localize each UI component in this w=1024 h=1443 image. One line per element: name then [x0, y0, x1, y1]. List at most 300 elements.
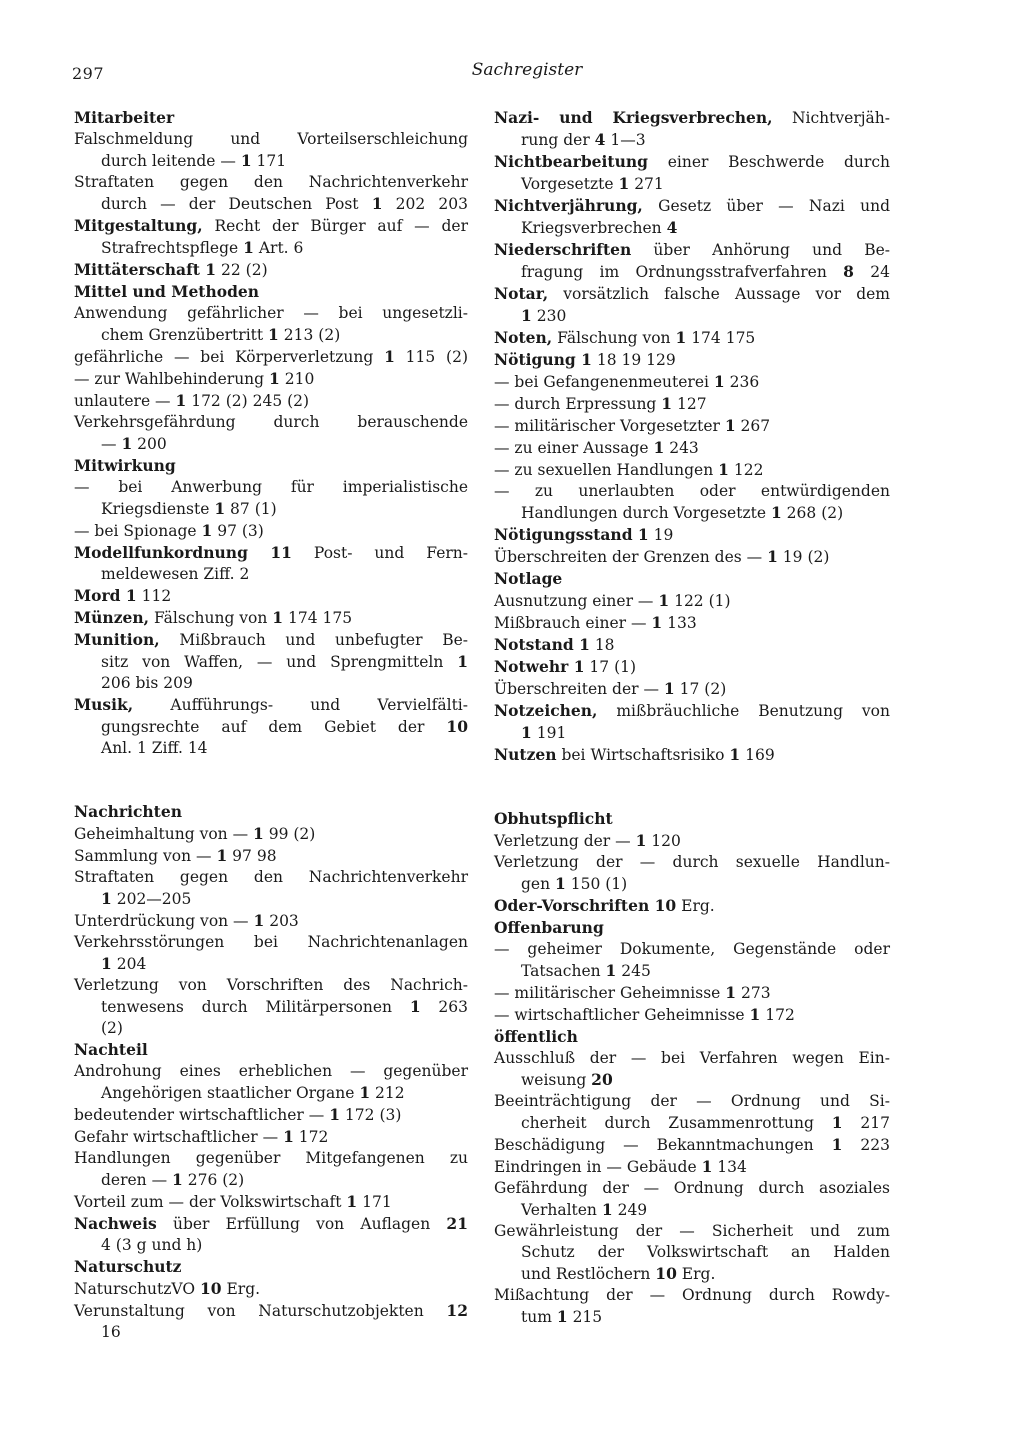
index-entry-continuation	[494, 261, 890, 283]
index-entry	[74, 801, 468, 823]
entry-text: 120	[646, 832, 681, 850]
entry-bold-text: öffentlich	[494, 1027, 578, 1046]
entry-text: —	[101, 435, 122, 453]
index-entry-continuation	[74, 237, 468, 259]
entry-bold-text: 1	[121, 434, 133, 453]
entry-text: Verletzung von Vorschriften des Nachrich-	[74, 976, 468, 994]
entry-text: — geheimer Dokumente, Gegenstände oder	[494, 940, 890, 958]
entry-bold-text: 10	[655, 1264, 677, 1283]
entry-text: 24	[853, 263, 890, 281]
entry-text: 276 (2)	[182, 1171, 245, 1189]
index-entry	[74, 303, 468, 324]
index-entry	[494, 195, 890, 217]
entry-bold-text: 1	[770, 503, 782, 522]
index-entry	[74, 412, 468, 433]
entry-bold-text: Mitarbeiter	[74, 108, 175, 127]
index-entry	[74, 259, 468, 281]
index-entry	[494, 327, 890, 349]
running-head-title: Sachregister	[471, 60, 583, 80]
entry-bold-text: 12	[446, 1301, 468, 1320]
index-entry	[74, 1126, 468, 1148]
index-entry-continuation	[74, 738, 468, 759]
entry-bold-text: 1	[359, 1083, 371, 1102]
entry-text: 133	[662, 614, 697, 632]
entry-text: — bei Anwerbung für imperialistische	[74, 478, 468, 496]
entry-text: Aufführungs- und Vervielfälti-	[133, 696, 468, 714]
entry-text: Tatsachen	[521, 962, 606, 980]
entry-bold-text: Notwehr 1	[494, 657, 585, 676]
entry-text: 243	[664, 439, 699, 457]
entry-text: 172	[760, 1006, 795, 1024]
entry-text: Straftaten gegen den Nachrichtenverkehr	[74, 868, 468, 886]
entry-bold-text: 8	[843, 262, 854, 281]
index-entry-continuation	[494, 1242, 890, 1263]
entry-text: — wirtschaftlicher Geheimnisse	[494, 1006, 750, 1024]
entry-text: 200	[132, 435, 167, 453]
entry-bold-text: Modellfunkordnung 11	[74, 543, 292, 562]
entry-text: 22 (2)	[216, 261, 268, 279]
index-entry	[494, 437, 890, 459]
entry-bold-text: Notlage	[494, 569, 563, 588]
entry-text: Gewährleistung der — Sicherheit und zum	[494, 1222, 890, 1240]
index-entry	[494, 808, 890, 830]
entry-text: 150 (1)	[565, 875, 628, 893]
index-entry	[74, 694, 468, 716]
index-entry-continuation	[494, 1199, 890, 1221]
index-entry	[494, 524, 890, 546]
entry-text: — militärischer Geheimnisse	[494, 984, 726, 1002]
entry-text: Verletzung der — durch sexuelle Handlun-	[494, 853, 890, 871]
index-entry-continuation	[74, 888, 468, 910]
entry-bold-text: 1	[767, 547, 778, 566]
entry-text: gefährliche — bei Körperverletzung	[74, 348, 385, 366]
index-entry	[494, 634, 890, 656]
entry-bold-text: Notstand 1	[494, 635, 590, 654]
entry-text: 213 (2)	[278, 326, 341, 344]
entry-text: bei Wirtschaftsrisiko	[556, 746, 730, 764]
entry-bold-text: Mitwirkung	[74, 456, 176, 475]
entry-text: Geheimhaltung von —	[74, 825, 254, 843]
entry-text: — zu unerlaubten oder entwürdigenden	[494, 482, 890, 500]
index-entry	[74, 867, 468, 888]
entry-bold-text: Nachweis	[74, 1214, 157, 1233]
index-entry	[494, 459, 890, 481]
entry-bold-text: 1	[329, 1105, 340, 1124]
entry-text: Androhung eines erheblichen — gegenüber	[74, 1062, 468, 1080]
index-entry	[74, 975, 468, 996]
entry-text: tum	[521, 1308, 557, 1326]
index-entry	[494, 415, 890, 437]
entry-bold-text: 20	[591, 1070, 613, 1089]
entry-bold-text: 1	[101, 954, 112, 973]
entry-text: Falschmeldung und Vorteilserschleichung	[74, 130, 468, 148]
entry-text: — zu einer Aussage	[494, 439, 654, 457]
index-entry-continuation	[494, 129, 890, 151]
entry-text: unlautere —	[74, 392, 176, 410]
index-entry-continuation	[74, 1082, 468, 1104]
entry-bold-text: 1	[101, 889, 112, 908]
index-entry	[74, 1104, 468, 1126]
entry-text: 191	[531, 724, 567, 742]
index-entry-continuation	[74, 193, 468, 215]
entry-bold-text: Nötigungsstand 1	[494, 525, 649, 544]
entry-text: Ausnutzung einer —	[494, 592, 659, 610]
entry-text: Nichtverjäh-	[772, 109, 890, 127]
entry-text: 87 (1)	[225, 500, 277, 518]
entry-bold-text: 21	[446, 1214, 468, 1233]
entry-text: 212	[370, 1084, 405, 1102]
page-number: 297	[72, 64, 105, 83]
index-entry	[494, 1004, 890, 1026]
entry-bold-text: Nutzen	[494, 745, 557, 764]
index-entry-continuation	[74, 716, 468, 738]
entry-bold-text: 1	[457, 652, 468, 671]
entry-text: durch leitende —	[101, 152, 241, 170]
entry-text: 203	[264, 912, 299, 930]
index-entry	[494, 982, 890, 1004]
entry-bold-text: Nachrichten	[74, 802, 182, 821]
index-entry	[494, 852, 890, 873]
entry-bold-text: 1	[283, 1127, 294, 1146]
entry-text: Vorteil zum — der Volkswirtschaft	[74, 1193, 347, 1211]
index-entry	[494, 393, 890, 415]
entry-text: 236	[724, 373, 760, 391]
index-column-left	[74, 107, 468, 1343]
entry-text: chem Grenzübertritt	[101, 326, 269, 344]
entry-bold-text: 1	[269, 369, 280, 388]
index-entry	[494, 1134, 890, 1156]
index-entry-continuation	[74, 1169, 468, 1191]
entry-bold-text: Noten,	[494, 328, 553, 347]
entry-bold-text: 1	[253, 824, 264, 843]
entry-bold-text: 1	[831, 1135, 843, 1154]
entry-text: Verkehrsstörungen bei Nachrichtenanlagen	[74, 933, 468, 951]
index-entry-continuation	[494, 960, 890, 982]
section-gap	[494, 766, 890, 808]
entry-text: 210	[279, 370, 315, 388]
index-entry-continuation	[74, 564, 468, 585]
entry-text: rung der	[521, 131, 595, 149]
entry-text: 215	[567, 1308, 603, 1326]
entry-text: über Erfüllung von Auflagen	[156, 1215, 447, 1233]
index-entry	[494, 371, 890, 393]
index-entry	[74, 215, 468, 237]
entry-text: 97 (3)	[212, 522, 264, 540]
entry-bold-text: Mittäterschaft 1	[74, 260, 217, 279]
entry-text: bedeutender wirtschaftlicher —	[74, 1106, 330, 1124]
entry-text: — bei Spionage	[74, 522, 202, 540]
index-entry	[74, 368, 468, 390]
entry-text: vorsätzlich falsche Aussage vor dem	[548, 285, 890, 303]
entry-text: 217	[842, 1114, 890, 1132]
entry-text: 19	[648, 526, 674, 544]
entry-text: 16	[101, 1323, 121, 1341]
index-entry-continuation	[74, 1235, 468, 1256]
index-entry	[494, 895, 890, 917]
entry-text: 17 (1)	[584, 658, 637, 676]
index-entry	[494, 1221, 890, 1242]
entry-bold-text: 1	[651, 613, 663, 632]
entry-text: Unterdrückung von —	[74, 912, 254, 930]
entry-text: gungsrechte auf dem Gebiet der	[101, 718, 447, 736]
entry-text: sitz von Waffen, — und Sprengmitteln	[101, 653, 458, 671]
entry-text: 268 (2)	[781, 504, 844, 522]
entry-text: Fälschung von	[552, 329, 676, 347]
entry-text: 202 203	[382, 195, 468, 213]
entry-text: 206 bis 209	[101, 674, 193, 692]
entry-text: 122	[728, 461, 764, 479]
entry-bold-text: Nazi- und Kriegsverbrechen,	[494, 108, 773, 127]
entry-text: Ausschluß der — bei Verfahren wegen Ein-	[494, 1049, 890, 1067]
entry-bold-text: Mittel und Methoden	[74, 282, 260, 301]
index-entry-continuation	[74, 433, 468, 455]
index-entry-continuation	[494, 873, 890, 895]
entry-bold-text: Niederschriften	[494, 240, 632, 259]
index-entry-continuation	[494, 1306, 890, 1328]
entry-bold-text: 1	[635, 831, 647, 850]
entry-text: 249	[612, 1201, 648, 1219]
entry-text: weisung	[521, 1071, 592, 1089]
entry-text: 271	[629, 175, 664, 193]
entry-bold-text: Notzeichen,	[494, 701, 598, 720]
entry-text: 18	[589, 636, 615, 654]
index-entry	[494, 656, 890, 678]
entry-bold-text: 4	[594, 130, 606, 149]
index-entry	[74, 281, 468, 303]
index-entry-continuation	[74, 673, 468, 694]
entry-bold-text: 10	[446, 717, 468, 736]
entry-text: Beeinträchtigung der — Ordnung und Si-	[494, 1092, 890, 1110]
index-entry	[74, 1213, 468, 1235]
entry-text: meldewesen Ziff. 2	[101, 565, 250, 583]
entry-text: 174 175	[283, 609, 353, 627]
entry-text: — zu sexuellen Handlungen	[494, 461, 719, 479]
entry-text: 1—3	[605, 131, 646, 149]
index-entry	[74, 932, 468, 953]
entry-bold-text: 1	[725, 983, 737, 1002]
entry-text: 134	[712, 1158, 747, 1176]
index-entry	[74, 585, 468, 607]
entry-bold-text: 1	[658, 591, 670, 610]
index-entry-continuation	[494, 173, 890, 195]
entry-text: Mißbrauch und unbefugter Be-	[159, 631, 468, 649]
entry-bold-text: Mord 1	[74, 586, 137, 605]
entry-text: Verhalten	[521, 1201, 602, 1219]
entry-text: Beschädigung — Bekanntmachungen	[494, 1136, 832, 1154]
index-entry-continuation	[74, 1322, 468, 1343]
index-entry-continuation	[74, 1018, 468, 1039]
index-entry	[494, 568, 890, 590]
entry-text: Recht der Bürger auf — der	[202, 217, 468, 235]
entry-text: 115 (2)	[394, 348, 468, 366]
entry-text: 263	[420, 998, 468, 1016]
entry-text: 174 175	[686, 329, 756, 347]
index-entry-continuation	[494, 305, 890, 327]
entry-text: Anl. 1 Ziff. 14	[101, 739, 208, 757]
index-entry	[74, 1039, 468, 1061]
index-entry	[494, 349, 890, 371]
index-entry	[74, 845, 468, 867]
entry-text: — militärischer Vorgesetzter	[494, 417, 725, 435]
index-entry	[74, 629, 468, 651]
entry-text: Anwendung gefährlicher — bei ungesetzli-	[74, 304, 468, 322]
entry-text: 245	[616, 962, 651, 980]
index-column-right	[494, 107, 890, 1328]
index-entry	[494, 590, 890, 612]
index-entry-continuation	[74, 324, 468, 346]
entry-text: 172 (3)	[340, 1106, 402, 1124]
entry-bold-text: Munition,	[74, 630, 160, 649]
index-entry	[74, 1256, 468, 1278]
entry-text: Strafrechtspflege	[101, 239, 244, 257]
entry-text: einer Beschwerde durch	[647, 153, 890, 171]
entry-text: (2)	[101, 1019, 123, 1037]
entry-bold-text: Nötigung 1	[494, 350, 592, 369]
index-entry	[494, 1048, 890, 1069]
section-gap	[74, 759, 468, 801]
entry-bold-text: Nichtverjährung,	[494, 196, 643, 215]
entry-bold-text: 1	[601, 1200, 613, 1219]
entry-bold-text: 1	[556, 1307, 568, 1326]
entry-text: Erg.	[676, 1265, 716, 1283]
index-entry	[494, 481, 890, 502]
entry-text: Fälschung von	[149, 609, 273, 627]
index-entry	[74, 346, 468, 368]
entry-text: 19 (2)	[777, 548, 830, 566]
index-entry	[74, 390, 468, 412]
index-entry	[74, 520, 468, 542]
entry-text: Straftaten gegen den Nachrichtenverkehr	[74, 173, 468, 191]
entry-text: 171	[251, 152, 287, 170]
entry-bold-text: 1	[653, 438, 665, 457]
index-entry-continuation	[494, 722, 890, 744]
entry-bold-text: Naturschutz	[74, 1257, 182, 1276]
index-entry	[74, 823, 468, 845]
index-entry	[494, 107, 890, 129]
entry-text: — durch Erpressung	[494, 395, 662, 413]
entry-text: Handlungen gegenüber Mitgefangenen zu	[74, 1149, 468, 1167]
entry-text: cherheit durch Zusammenrottung	[521, 1114, 832, 1132]
index-entry	[74, 172, 468, 193]
entry-bold-text: 1	[521, 723, 532, 742]
entry-text: 223	[842, 1136, 890, 1154]
index-entry	[494, 700, 890, 722]
entry-text: Art. 6	[253, 239, 304, 257]
entry-text: 97 98	[227, 847, 277, 865]
entry-bold-text: 1	[724, 416, 736, 435]
index-entry	[494, 1178, 890, 1199]
entry-text: 267	[735, 417, 771, 435]
entry-text: 112	[136, 587, 172, 605]
entry-bold-text: 1	[605, 961, 617, 980]
index-entry	[74, 129, 468, 150]
index-entry	[494, 917, 890, 939]
index-entry-continuation	[494, 1263, 890, 1285]
entry-text: 202—205	[111, 890, 192, 908]
index-entry	[494, 1091, 890, 1112]
entry-text: Kriegsdienste	[101, 500, 215, 518]
index-entry	[494, 939, 890, 960]
index-entry	[494, 151, 890, 173]
entry-bold-text: 1	[384, 347, 395, 366]
entry-text: Gefährdung der — Ordnung durch asoziales	[494, 1179, 890, 1197]
index-entry	[494, 283, 890, 305]
index-entry	[74, 1278, 468, 1300]
entry-bold-text: 1	[663, 679, 675, 698]
entry-text: 4 (3 g und h)	[101, 1236, 203, 1254]
index-entry	[494, 1156, 890, 1178]
index-entry	[74, 542, 468, 564]
entry-bold-text: 1	[371, 194, 383, 213]
index-entry	[74, 1191, 468, 1213]
entry-text: 127	[672, 395, 707, 413]
entry-text: Verkehrsgefährdung durch berauschende	[74, 413, 468, 431]
index-entry	[74, 477, 468, 498]
entry-bold-text: 1	[701, 1157, 713, 1176]
index-entry	[494, 612, 890, 634]
entry-bold-text: Obhutspflicht	[494, 809, 613, 828]
entry-text: 169	[740, 746, 775, 764]
entry-text: Gesetz über — Nazi und	[642, 197, 890, 215]
entry-text: 204	[111, 955, 147, 973]
entry-bold-text: 1	[618, 174, 630, 193]
entry-text: 122 (1)	[669, 592, 731, 610]
entry-bold-text: Nachteil	[74, 1040, 148, 1059]
entry-text: 99 (2)	[263, 825, 316, 843]
entry-bold-text: 1	[240, 151, 252, 170]
index-entry	[74, 107, 468, 129]
entry-bold-text: 1	[749, 1005, 761, 1024]
index-entry	[74, 607, 468, 629]
entry-bold-text: 1	[172, 1170, 183, 1189]
entry-text: NaturschutzVO	[74, 1280, 200, 1298]
index-entry	[74, 1300, 468, 1322]
index-entry	[74, 455, 468, 477]
entry-text: Angehörigen staatlicher Organe	[101, 1084, 360, 1102]
entry-text: Eindringen in — Gebäude	[494, 1158, 702, 1176]
entry-bold-text: 1	[272, 608, 284, 627]
entry-text: 17 (2)	[674, 680, 727, 698]
entry-bold-text: 1	[175, 391, 187, 410]
index-entry	[74, 910, 468, 932]
entry-text: Erg.	[221, 1280, 261, 1298]
entry-bold-text: 1	[831, 1113, 843, 1132]
entry-bold-text: 1	[661, 394, 673, 413]
entry-text: Überschreiten der —	[494, 680, 664, 698]
entry-text: 171	[357, 1193, 392, 1211]
index-entry-continuation	[74, 498, 468, 520]
entry-text: und Restlöchern	[521, 1265, 656, 1283]
entry-bold-text: Nichtbearbeitung	[494, 152, 648, 171]
entry-text: fragung im Ordnungsstrafverfahren	[521, 263, 844, 281]
entry-text: Mißachtung der — Ordnung durch Rowdy-	[494, 1286, 890, 1304]
entry-bold-text: 10	[199, 1279, 222, 1298]
entry-text: durch — der Deutschen Post	[101, 195, 372, 213]
entry-text: Vorgesetzte	[521, 175, 619, 193]
entry-text: 172 (2) 245 (2)	[186, 392, 310, 410]
index-entry-continuation	[74, 150, 468, 172]
entry-bold-text: 1	[718, 460, 729, 479]
entry-bold-text: Oder-Vorschriften 10	[494, 896, 677, 915]
entry-text: Sammlung von —	[74, 847, 217, 865]
entry-text: mißbräuchliche Benutzung von	[597, 702, 890, 720]
entry-bold-text: 1	[675, 328, 687, 347]
entry-text: Erg.	[676, 897, 715, 915]
entry-bold-text: Münzen,	[74, 608, 150, 627]
entry-text: gen	[521, 875, 556, 893]
entry-text: Verunstaltung von Naturschutzobjekten	[74, 1302, 447, 1320]
entry-text: 230	[531, 307, 567, 325]
